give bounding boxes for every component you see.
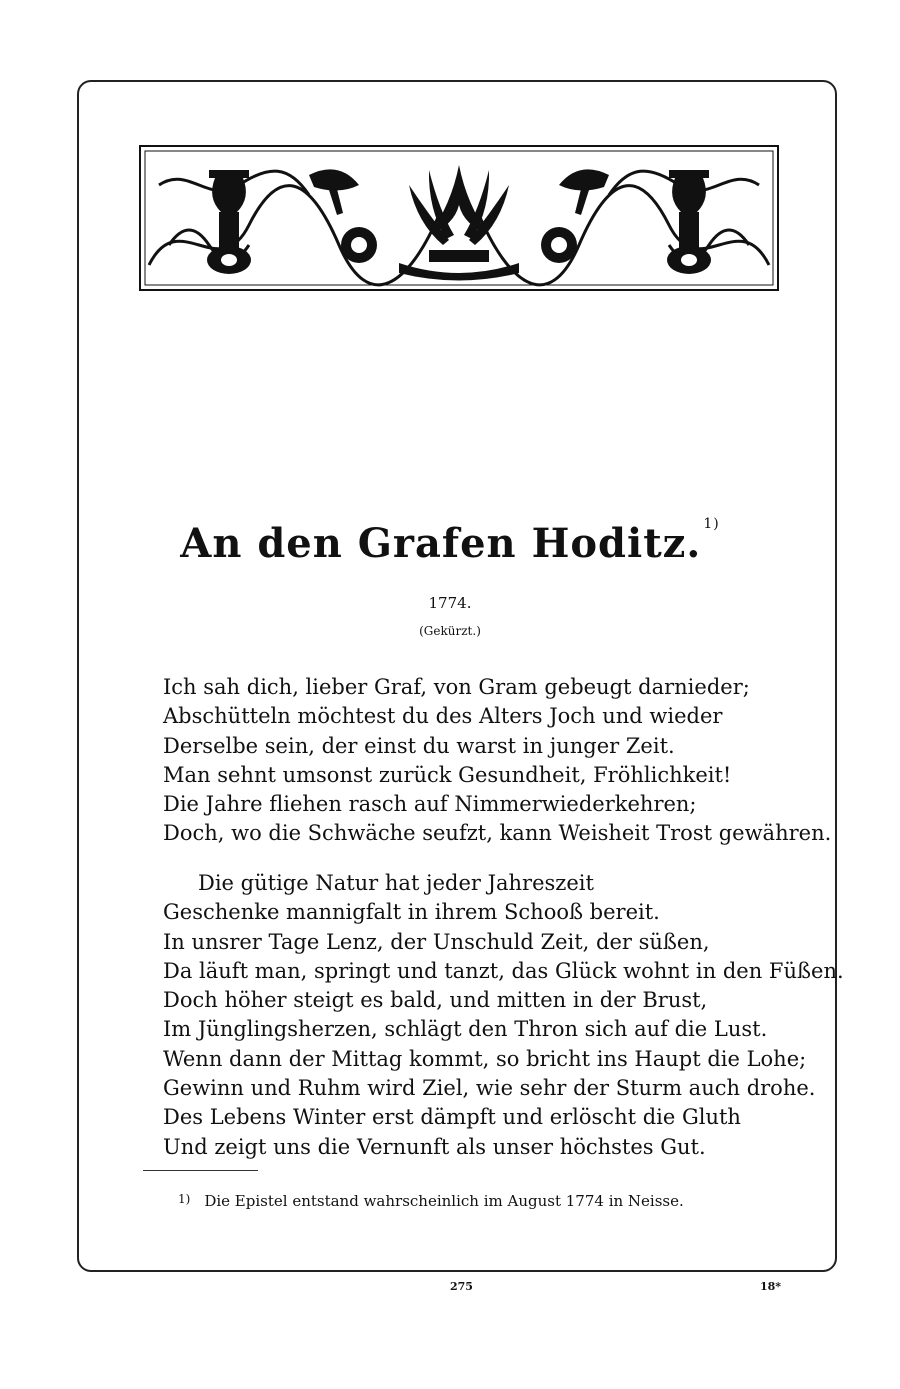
stanza-1 bbox=[163, 673, 832, 849]
title-footnote-mark: 1) bbox=[703, 516, 720, 532]
verse-line: Man sehnt umsonst zurück Gesundheit, Fröhlichkeit! bbox=[163, 762, 732, 787]
verse-line: Gewinn und Ruhm wird Ziel, wie sehr der Sturm auch drohe. bbox=[163, 1076, 816, 1101]
footnote bbox=[178, 1192, 684, 1210]
verse-line: Des Lebens Winter erst dämpft und erlöscht die Gluth bbox=[163, 1105, 741, 1130]
verse-line: Doch, wo die Schwäche seufzt, kann Weisheit Trost gewähren. bbox=[163, 821, 832, 846]
page-number: 275 bbox=[450, 1280, 473, 1293]
verse-line: Im Jünglingsherzen, schlägt den Thron sich auf die Lust. bbox=[163, 1017, 768, 1042]
verse-line: Abschütteln möchtest du des Alters Joch und wieder bbox=[163, 704, 723, 729]
footnote-mark: 1) bbox=[178, 1192, 191, 1206]
verse-line: Derselbe sein, der einst du warst in junger Zeit. bbox=[163, 733, 675, 758]
verse-line: Da läuft man, springt und tanzt, das Glück wohnt in den Füßen. bbox=[163, 958, 844, 983]
title-text: An den Grafen Hoditz. bbox=[180, 520, 702, 567]
stanza-2 bbox=[163, 869, 844, 1162]
verse-line: Die gütige Natur hat jeder Jahreszeit bbox=[198, 871, 594, 895]
poem-title bbox=[0, 516, 900, 567]
abridged-note: (Gekürzt.) bbox=[419, 624, 481, 638]
verse-line: Wenn dann der Mittag kommt, so bricht ins Haupt die Lohe; bbox=[163, 1046, 807, 1071]
verse-line: Doch höher steigt es bald, und mitten in der Brust, bbox=[163, 988, 708, 1013]
signature-mark: 18* bbox=[760, 1280, 782, 1293]
poem-year: 1774. bbox=[428, 594, 472, 612]
footnote-text: Die Epistel entstand wahrscheinlich im August 1774 in Neisse. bbox=[204, 1192, 684, 1210]
verse-line: Geschenke mannigfalt in ihrem Schooß bereit. bbox=[163, 900, 660, 925]
verse-line: Ich sah dich, lieber Graf, von Gram gebeugt darnieder; bbox=[163, 675, 750, 699]
verse-line: Die Jahre fliehen rasch auf Nimmerwiederkehren; bbox=[163, 792, 697, 817]
verse-line: In unsrer Tage Lenz, der Unschuld Zeit, der süßen, bbox=[163, 929, 710, 954]
ornamental-header-banner bbox=[139, 145, 779, 291]
footnote-divider bbox=[143, 1170, 258, 1171]
verse-line: Und zeigt uns die Vernunft als unser höchstes Gut. bbox=[163, 1134, 706, 1159]
